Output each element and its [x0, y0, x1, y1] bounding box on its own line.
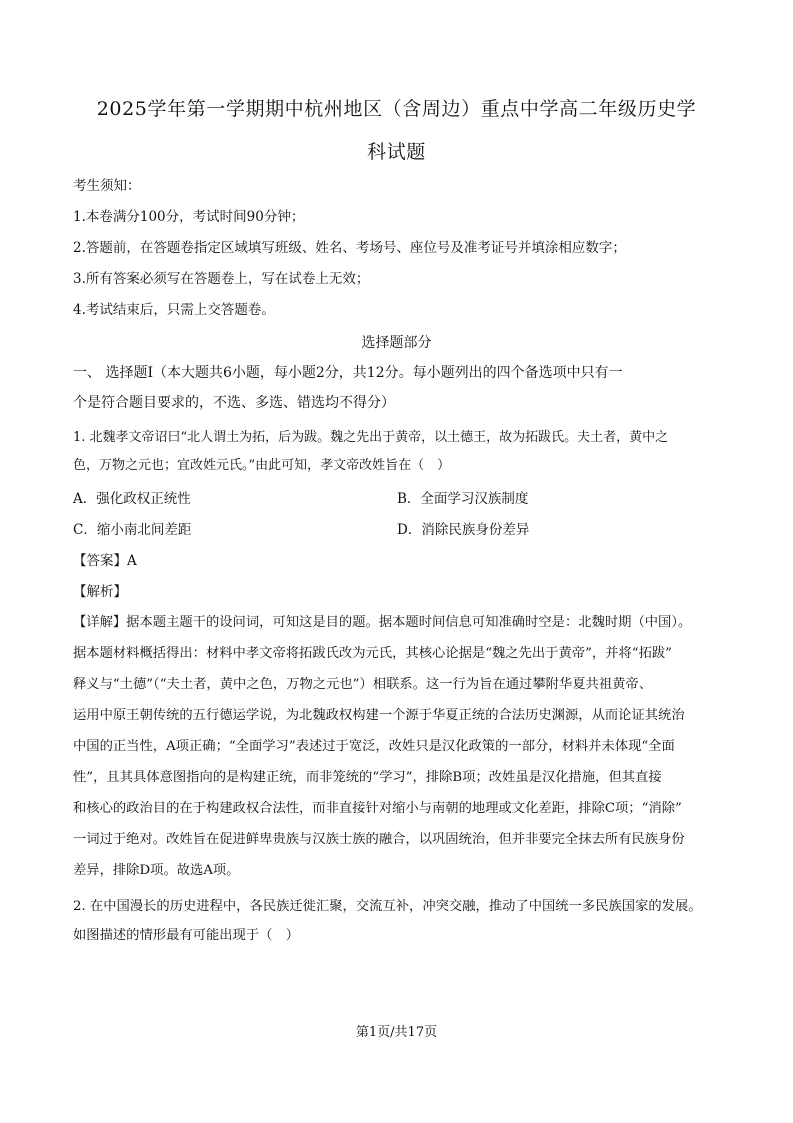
q2-stem-line1: 2. 在中国漫长的历史进程中，各民族迁徙汇聚，交流互补，冲突交融，推动了中国统一多民族国家的发展。 — [73, 899, 702, 914]
part1-instructions-line2: 个是符合题目要求的，不选、多选、错选均不得分） — [73, 395, 395, 411]
q1-stem-line2: 色，万物之元也；宜改姓元氏。”由此可知，孝文帝改姓旨在（ ） — [73, 458, 451, 473]
notice-item-3: 3.所有答案必须写在答题卷上，写在试卷上无效； — [73, 271, 370, 287]
q1-detail-line6: 性”，且其具体意图指向的是构建正统，而非笼统的“学习”，排除B项；改姓虽是汉化措施，但其直接 — [73, 770, 662, 785]
q1-detail-line9: 差异，排除D项。故选A项。 — [73, 863, 240, 878]
exam-title-line1: 2025学年第一学期期中杭州地区（含周边）重点中学高二年级历史学 — [96, 98, 697, 120]
q1-answer: 【答案】A — [73, 553, 137, 569]
notice-heading: 考生须知： — [73, 178, 141, 194]
page-footer: 第1页/共17页 — [355, 1025, 438, 1040]
part1-instructions-line1: 一、 选择题Ⅰ（本大题共6小题，每小题2分，共12分。每小题列出的四个备选项中只有一 — [73, 365, 623, 381]
q1-detail-line7: 和核心的政治目的在于构建政权合法性，而非直接针对缩小与南朝的地理或文化差距，排除C项；“消除” — [73, 801, 682, 816]
q1-option-b: B．全面学习汉族制度 — [397, 491, 529, 507]
section-heading: 选择题部分 — [361, 335, 432, 351]
q1-detail-line3: 释义与“土德”（“夫土者，黄中之色，万物之元也”）相联系。这一行为旨在通过攀附华夏共祖黄帝、 — [73, 677, 653, 692]
notice-item-2: 2.答题前，在答题卷指定区域填写班级、姓名、考场号、座位号及准考证号并填涂相应数字； — [73, 240, 626, 256]
q1-stem-line1: 1. 北魏孝文帝诏曰“北人谓土为拓，后为跋。魏之先出于黄帝，以土德王，故为拓跋氏。夫土者，黄中之 — [73, 430, 669, 445]
q1-analysis-label: 【解析】 — [73, 584, 127, 600]
notice-item-4: 4.考试结束后，只需上交答题卷。 — [73, 302, 275, 318]
q1-option-a: A．强化政权正统性 — [73, 491, 191, 507]
q1-detail-line5: 中国的正当性，A项正确；“全面学习”表述过于宽泛，改姓只是汉化政策的一部分，材料并未体现“全面 — [73, 739, 675, 754]
q1-detail-line1: 【详解】据本题主题干的设问词，可知这是目的题。据本题时间信息可知准确时空是：北魏时期（中国）。 — [73, 615, 692, 630]
q1-detail-line4: 运用中原王朝传统的五行德运学说，为北魏政权构建一个源于华夏正统的合法历史渊源，从而论证其统治 — [73, 708, 685, 723]
exam-title-line2: 科试题 — [367, 141, 426, 163]
q1-detail-line8: 一词过于绝对。改姓旨在促进鲜卑贵族与汉族士族的融合，以巩固统治，但并非要完全抹去所有民族身份 — [73, 832, 685, 847]
notice-item-1: 1.本卷满分100分，考试时间90分钟； — [73, 209, 305, 225]
q2-stem-line2: 如图描述的情形最有可能出现于（ ） — [73, 928, 300, 943]
q1-option-d: D．消除民族身份差异 — [397, 522, 530, 538]
q1-detail-line2: 据本题材料概括得出：材料中孝文帝将拓跋氏改为元氏，其核心论据是“魏之先出于黄帝”，并将“拓跋” — [73, 646, 672, 661]
q1-option-c: C．缩小南北间差距 — [73, 522, 192, 538]
